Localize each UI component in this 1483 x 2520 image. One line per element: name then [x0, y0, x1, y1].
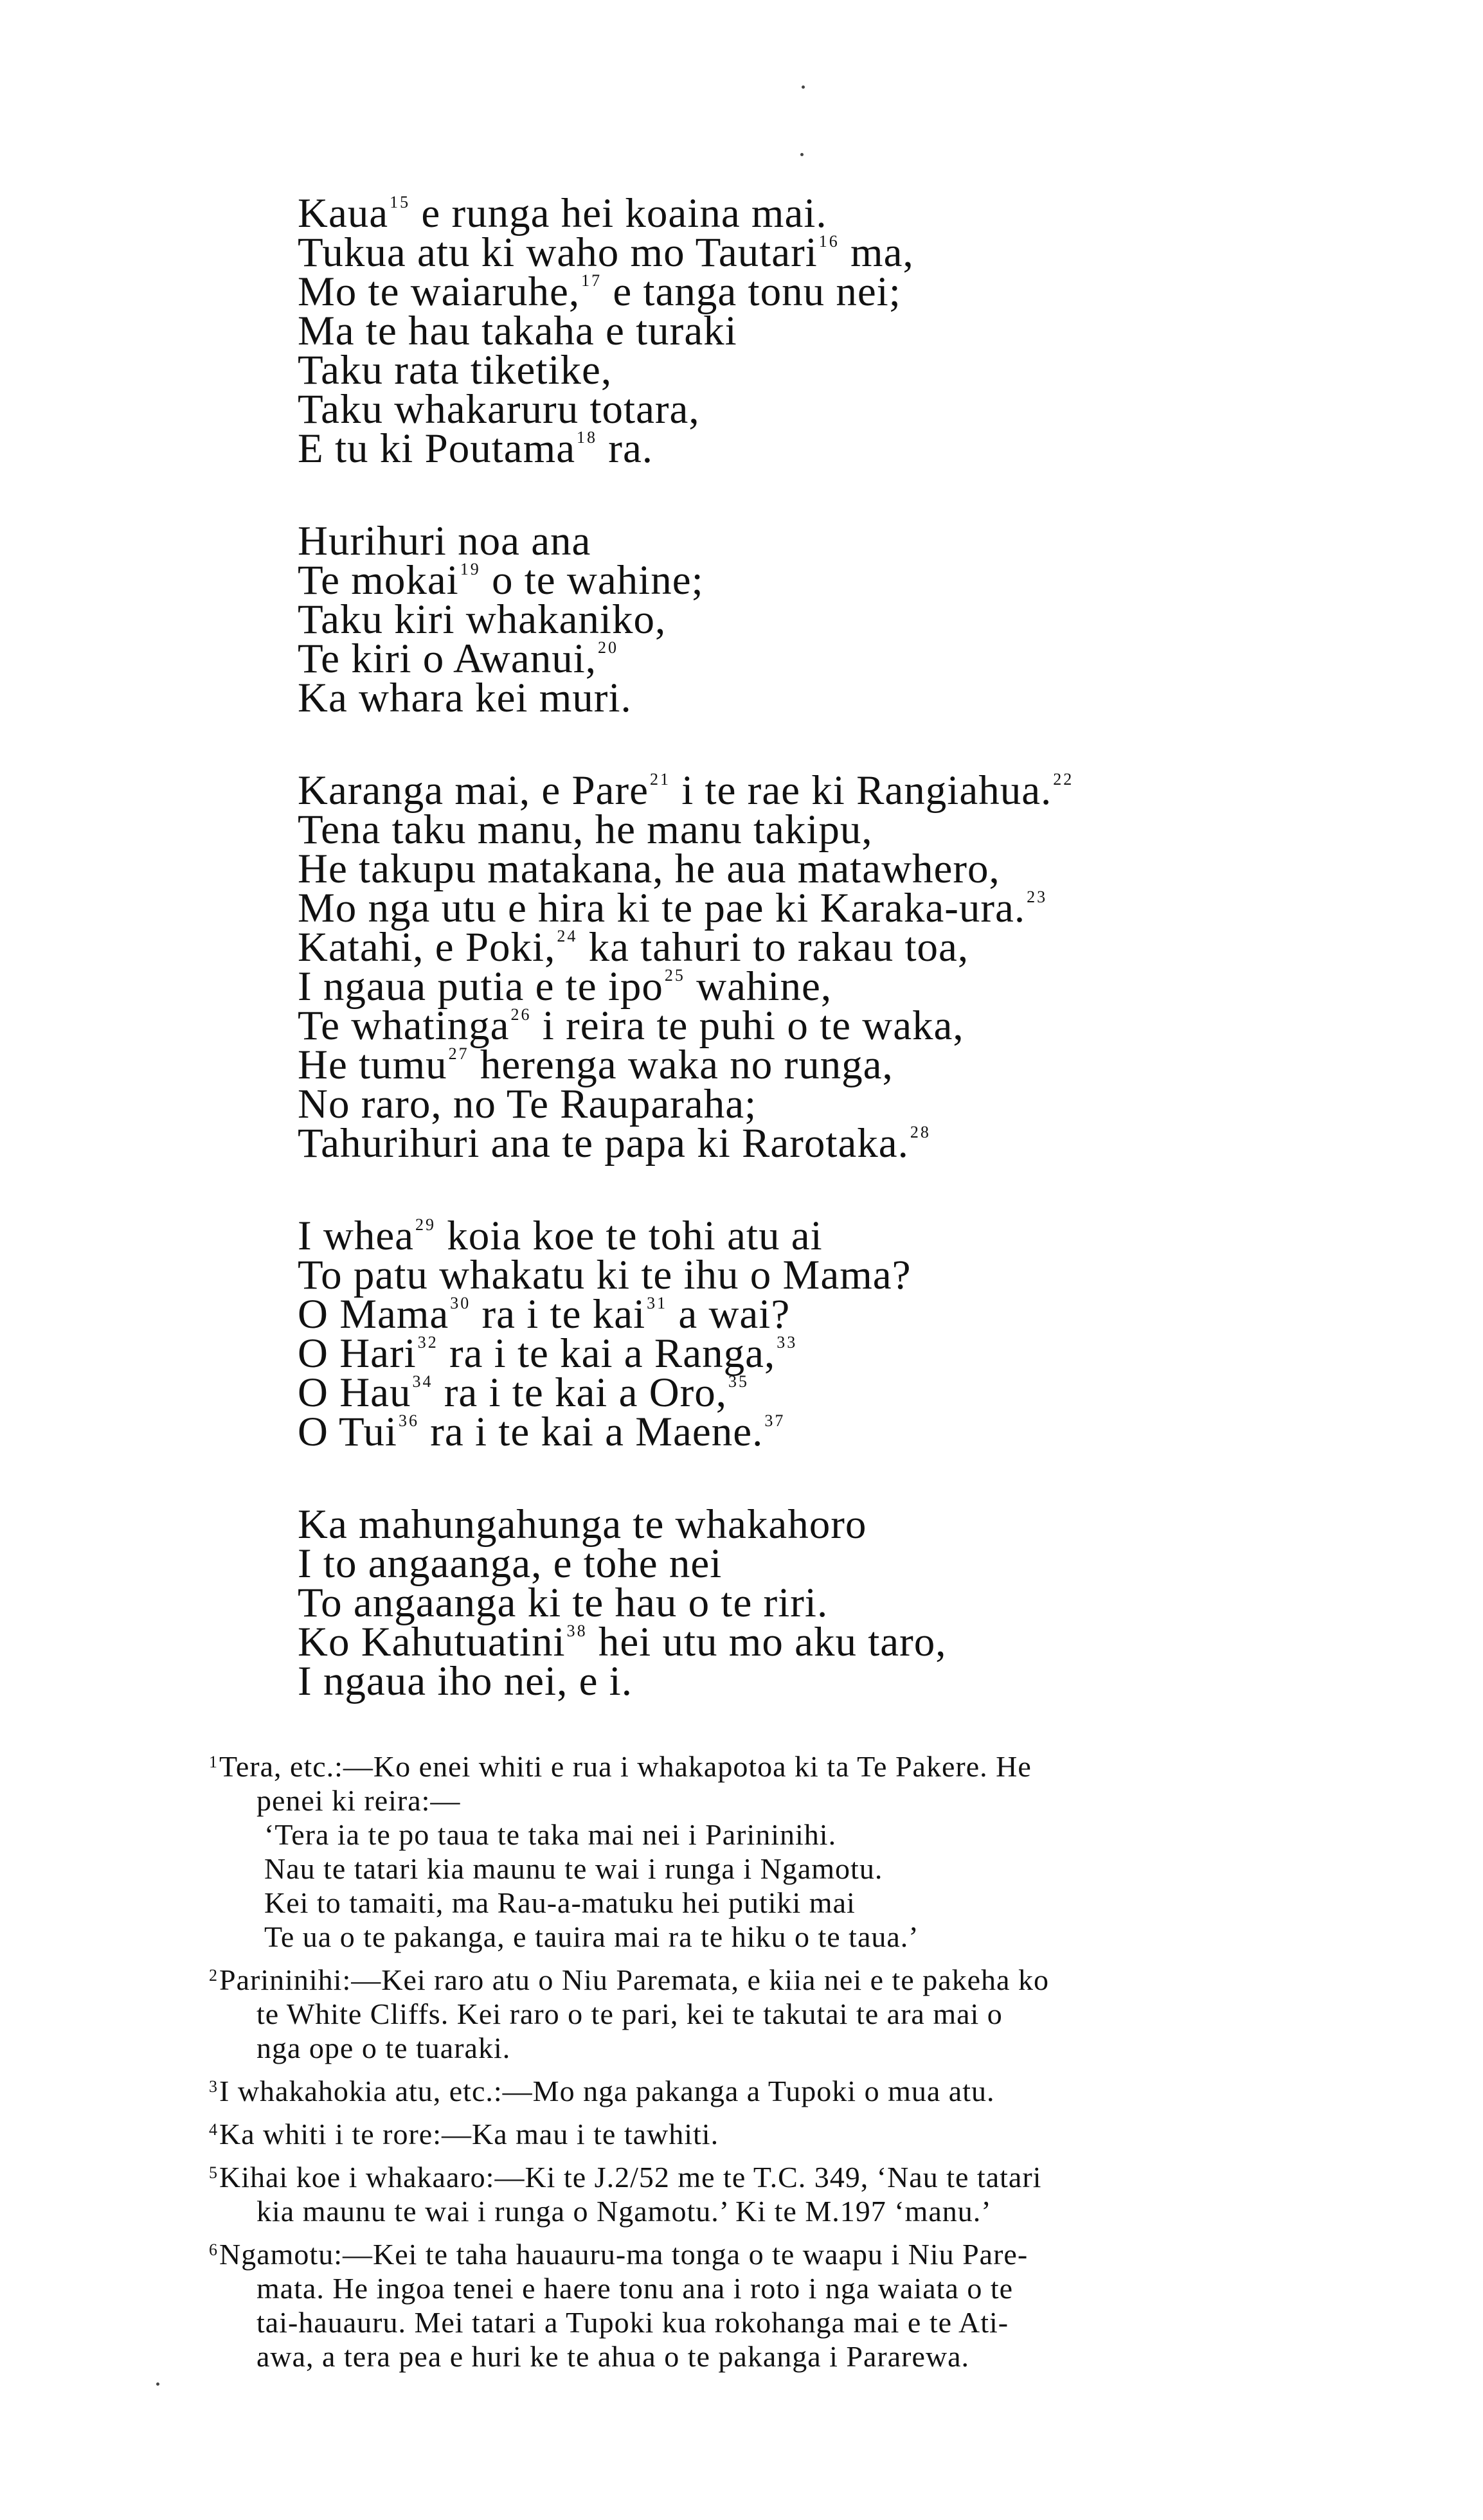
footnote-reference: 15: [390, 193, 411, 211]
poem-line: [298, 1213, 1262, 1259]
line-text: ra i te kai a Maene.: [419, 1409, 764, 1455]
footnotes: [209, 1749, 1334, 2382]
poem-line: [298, 1081, 1262, 1127]
poem-line: [298, 636, 1262, 682]
footnote-text: Parininihi:—Kei raro atu o Niu Paremata, e kiia nei e te pakeha ko: [219, 1963, 1049, 1996]
line-text: o te wahine;: [480, 557, 704, 603]
line-text: Taku kiri whakaniko,: [298, 596, 667, 643]
line-text: ra i te kai: [471, 1291, 646, 1337]
footnote-reference: 27: [448, 1044, 469, 1063]
poem-line: [298, 1003, 1262, 1049]
footnote-reference: 30: [450, 1294, 471, 1312]
footnote-number: 6: [209, 2240, 218, 2259]
line-text: herenga waka no runga,: [469, 1042, 894, 1088]
line-text: Ko Kahutuatini: [298, 1619, 566, 1665]
line-text: Mo nga utu e hira ki te pae ki Karaka-ura.: [298, 885, 1026, 931]
footnote: [209, 2160, 1334, 2228]
footnote-text: penei ki reira:—: [256, 1784, 461, 1817]
footnote-reference: 21: [649, 770, 670, 789]
footnote-line: [209, 2031, 1334, 2065]
line-text: Ma te hau takaha e turaki: [298, 308, 737, 354]
footnote: [209, 2117, 1334, 2151]
line-text: ma,: [839, 229, 914, 276]
poem-line: [298, 1619, 1262, 1665]
scan-speck: [802, 85, 805, 89]
poem-line: [298, 1658, 1262, 1704]
footnote: [209, 2074, 1334, 2108]
line-text: To patu whakatu ki te ihu o Mama?: [298, 1252, 912, 1298]
poem-line: [298, 885, 1262, 931]
line-text: I ngaua putia e te ipo: [298, 963, 663, 1010]
line-text: ra i te kai a Ranga,: [438, 1330, 776, 1377]
line-text: Mo te waiaruhe,: [298, 269, 580, 315]
poem-line: [298, 1291, 1262, 1337]
line-text: Karanga mai, e Pare: [298, 767, 649, 814]
footnote-text: tai-hauauru. Mei tatari a Tupoki kua rokohanga mai e te Ati-: [256, 2306, 1009, 2339]
footnote: [209, 1963, 1334, 2065]
line-text: O Tui: [298, 1409, 397, 1455]
line-text: ka tahuri to rakau toa,: [577, 924, 969, 970]
line-text: Taku rata tiketike,: [298, 347, 613, 393]
footnote-number: 5: [209, 2163, 218, 2182]
footnote-reference: 19: [460, 560, 481, 578]
footnote-line: [209, 2194, 1334, 2228]
footnote-reference: 23: [1027, 888, 1048, 906]
footnote-line: [209, 1783, 1334, 1818]
line-text: Te mokai: [298, 557, 459, 603]
footnote-text: Kihai koe i whakaaro:—Ki te J.2/52 me te T.C. 349, ‘Nau te tatari: [219, 2161, 1042, 2194]
footnote-line: [209, 2160, 1334, 2194]
footnote-text: te White Cliffs. Kei raro o te pari, kei te takutai te ara mai o: [256, 1997, 1003, 2030]
footnote-quote: [209, 1818, 1334, 1954]
footnote-line: [209, 1997, 1334, 2031]
line-text: e runga hei koaina mai.: [410, 190, 827, 237]
line-text: Te kiri o Awanui,: [298, 636, 597, 682]
footnote-text: nga ope o te tuaraki.: [256, 2032, 511, 2064]
poem-line: [298, 1042, 1262, 1088]
poem-line: [298, 1330, 1262, 1377]
line-text: Katahi, e Poki,: [298, 924, 556, 970]
line-text: Kaua: [298, 190, 389, 237]
footnote-text: Tera, etc.:—Ko enei whiti e rua i whakapotoa ki ta Te Pakere. He: [219, 1750, 1032, 1783]
footnote-text: kia maunu te wai i runga o Ngamotu.’ Ki te M.197 ‘manu.’: [256, 2195, 992, 2228]
line-text: i te rae ki Rangiahua.: [670, 767, 1052, 814]
poem-line: [298, 269, 1262, 315]
line-text: I whea: [298, 1213, 415, 1259]
line-text: Tahurihuri ana te papa ki Rarotaka.: [298, 1120, 909, 1166]
footnote-reference: 24: [557, 927, 578, 945]
poem-line: [298, 557, 1262, 603]
line-text: Ka mahungahunga te whakahoro: [298, 1501, 867, 1548]
footnote-line: [209, 2237, 1334, 2271]
footnote: [209, 2237, 1334, 2373]
footnote-number: 4: [209, 2120, 218, 2139]
poem-stanza: [298, 767, 1262, 1166]
quote-line: Kei to tamaiti, ma Rau-a-matuku hei putiki mai: [264, 1886, 856, 1919]
footnote-reference: 22: [1053, 770, 1074, 789]
line-text: koia koe te tohi atu ai: [436, 1213, 823, 1259]
line-text: I ngaua iho nei, e i.: [298, 1658, 633, 1704]
poem-line: [298, 767, 1262, 814]
footnote-line: [209, 2339, 1334, 2373]
line-text: To angaanga ki te hau o te riri.: [298, 1580, 829, 1626]
footnote-line: [209, 1749, 1334, 1783]
footnote-reference: 37: [764, 1411, 786, 1430]
footnote-reference: 34: [412, 1372, 433, 1391]
footnote-line: [209, 2305, 1334, 2339]
line-text: ra i te kai a Oro,: [433, 1370, 728, 1416]
footnote-reference: 32: [417, 1333, 438, 1352]
poem-stanza: [298, 1213, 1262, 1455]
poem-stanza: [298, 1501, 1262, 1704]
footnote-reference: 33: [777, 1333, 798, 1352]
poem-line: [298, 1580, 1262, 1626]
footnote-text: Ngamotu:—Kei te taha hauauru-ma tonga o te waapu i Niu Pare-: [219, 2238, 1029, 2271]
poem-stanza: [298, 190, 1262, 472]
poem-line: [298, 596, 1262, 643]
line-text: Te whatinga: [298, 1003, 510, 1049]
quote-line: ‘Tera ia te po taua te taka mai nei i Parininihi.: [264, 1818, 837, 1851]
line-text: O Hari: [298, 1330, 417, 1377]
line-text: He tumu: [298, 1042, 447, 1088]
line-text: Tukua atu ki waho mo Tautari: [298, 229, 818, 276]
poem-line: [298, 924, 1262, 970]
footnote-text: Ka whiti i te rore:—Ka mau i te tawhiti.: [219, 2118, 719, 2150]
footnote-reference: 31: [647, 1294, 668, 1312]
line-text: No raro, no Te Rauparaha;: [298, 1081, 757, 1127]
poem-line: [298, 518, 1262, 564]
line-text: ra.: [597, 425, 654, 472]
footnote-reference: 25: [664, 966, 685, 985]
poem-line: [298, 1501, 1262, 1548]
line-text: Ka whara kei muri.: [298, 675, 632, 721]
footnote: [209, 1749, 1334, 1954]
line-text: e tanga tonu nei;: [602, 269, 901, 315]
poem-line: [298, 1541, 1262, 1587]
footnote-reference: 28: [910, 1123, 931, 1141]
footnote-text: I whakahokia atu, etc.:—Mo nga pakanga a Tupoki o mua atu.: [219, 2075, 995, 2107]
footnote-number: 1: [209, 1753, 218, 1771]
quote-line: Nau te tatari kia maunu te wai i runga i Ngamotu.: [264, 1852, 883, 1885]
quote-line: Te ua o te pakanga, e tauira mai ra te hiku o te taua.’: [264, 1920, 919, 1953]
line-text: He takupu matakana, he aua matawhero,: [298, 846, 1000, 892]
footnote-line: [209, 1963, 1334, 1997]
poem-line: [298, 1409, 1262, 1455]
poem-line: [298, 425, 1262, 472]
footnote-reference: 16: [818, 232, 840, 251]
footnote-reference: 36: [399, 1411, 419, 1430]
footnote-reference: 18: [577, 428, 598, 447]
footnote-reference: 17: [581, 271, 602, 290]
line-text: I to angaanga, e tohe nei: [298, 1541, 723, 1587]
footnote-line: [209, 2074, 1334, 2108]
line-text: i reira te puhi o te waka,: [531, 1003, 964, 1049]
footnote-reference: 29: [415, 1215, 436, 1234]
footnote-reference: 26: [510, 1005, 532, 1024]
footnote-text: awa, a tera pea e huri ke te ahua o te pakanga i Pararewa.: [256, 2340, 970, 2373]
footnote-reference: 38: [566, 1622, 588, 1640]
poem-line: [298, 963, 1262, 1010]
poem-line: [298, 386, 1262, 433]
poem-line: [298, 807, 1262, 853]
poem-line: [298, 675, 1262, 721]
line-text: E tu ki Poutama: [298, 425, 576, 472]
footnote-line: [209, 2117, 1334, 2151]
poem-line: [298, 347, 1262, 393]
poem-line: [298, 308, 1262, 354]
line-text: O Hau: [298, 1370, 411, 1416]
poem-line: [298, 1370, 1262, 1416]
poem-stanza: [298, 518, 1262, 721]
footnote-number: 3: [209, 2077, 218, 2096]
line-text: hei utu mo aku taro,: [587, 1619, 947, 1665]
footnote-text: mata. He ingoa tenei e haere tonu ana i roto i nga waiata o te: [256, 2272, 1014, 2305]
poem-line: [298, 229, 1262, 276]
poem-line: [298, 846, 1262, 892]
poem-line: [298, 1252, 1262, 1298]
poem-line: [298, 190, 1262, 237]
line-text: O Mama: [298, 1291, 449, 1337]
footnote-reference: 20: [598, 638, 619, 657]
line-text: Taku whakaruru totara,: [298, 386, 700, 433]
footnote-line: [209, 2271, 1334, 2305]
footnote-reference: 35: [728, 1372, 750, 1391]
poem-line: [298, 1120, 1262, 1166]
scan-speck: [800, 153, 804, 156]
line-text: wahine,: [685, 963, 832, 1010]
poem-body: [298, 190, 1262, 1755]
line-text: a wai?: [667, 1291, 791, 1337]
line-text: Tena taku manu, he manu takipu,: [298, 807, 873, 853]
footnote-number: 2: [209, 1966, 218, 1985]
line-text: Hurihuri noa ana: [298, 518, 591, 564]
scan-speck: [156, 2382, 159, 2386]
